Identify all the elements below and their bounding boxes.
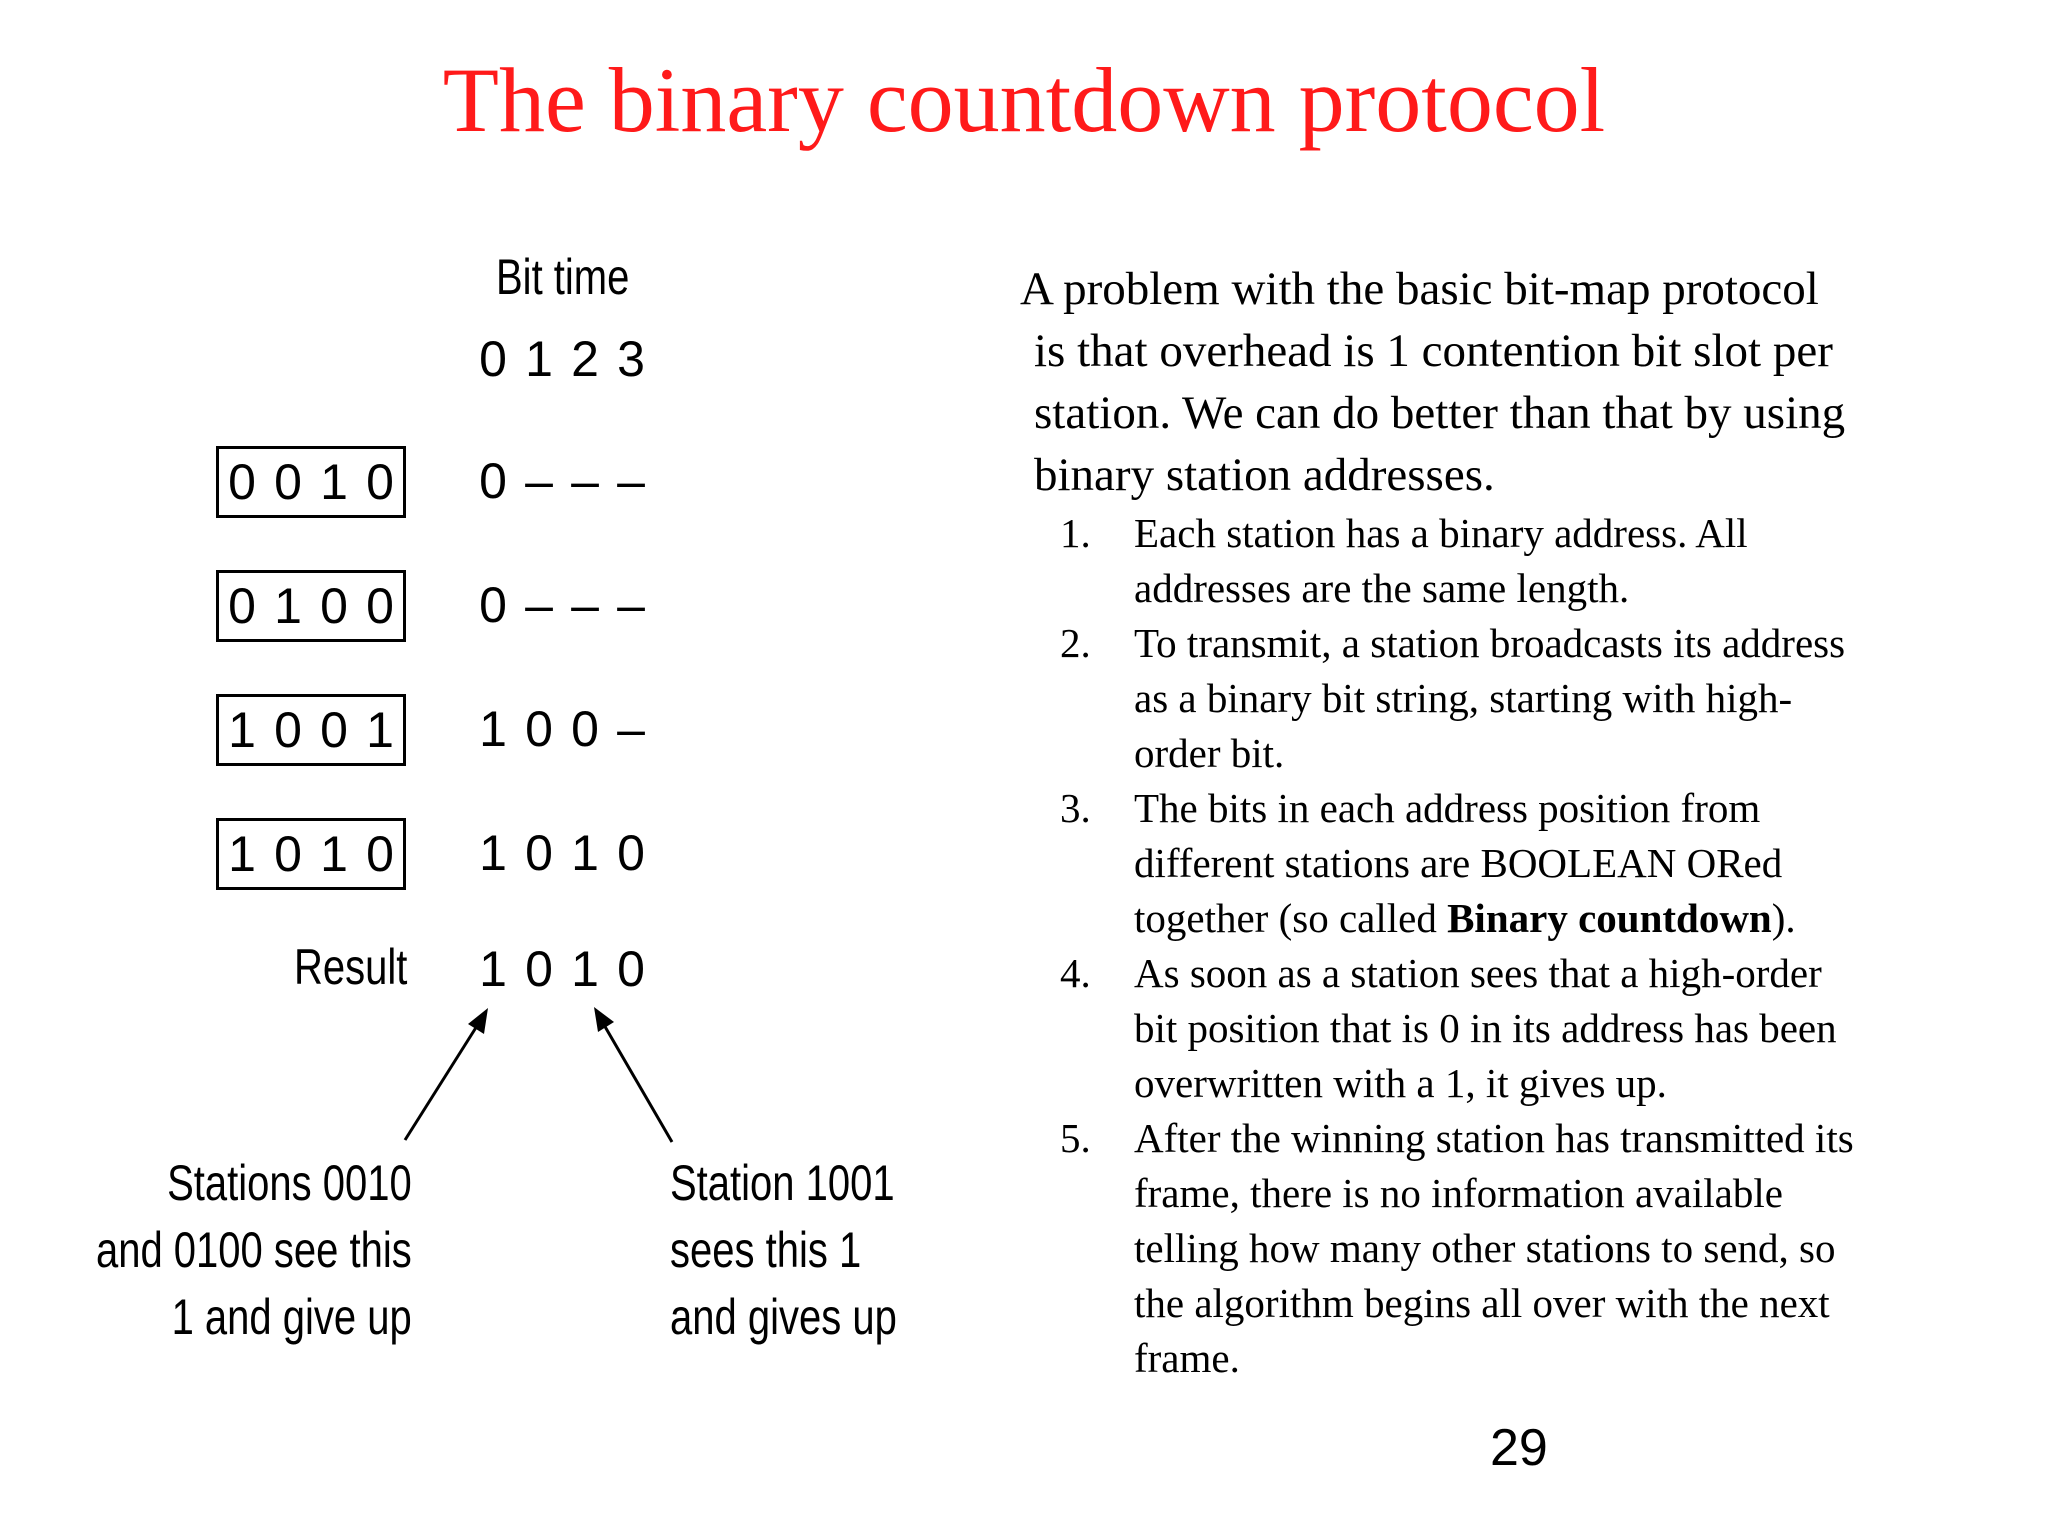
address-bit: 0: [274, 702, 302, 758]
caption-line: Station 1001: [670, 1155, 895, 1211]
arrow-right: [594, 1007, 672, 1142]
list-item: [1020, 781, 1970, 946]
result-bits: [470, 940, 654, 998]
result-bit: 0: [525, 941, 553, 997]
list-line-text: ).: [1771, 895, 1796, 941]
list-number: 2.: [1060, 620, 1091, 666]
list-line: After the winning station has transmitted its: [1134, 1115, 1854, 1161]
caption-line: 1 and give up: [171, 1289, 412, 1345]
intro-line: binary station addresses.: [1034, 449, 1495, 501]
address-bit: 0: [228, 578, 256, 634]
list-line: Each station has a binary address. All: [1134, 510, 1748, 556]
address-bit: 0: [366, 578, 394, 634]
transmitted-bit: –: [617, 453, 645, 509]
transmitted-bit: 1: [479, 825, 507, 881]
transmitted-bit: 0: [617, 825, 645, 881]
list-item: [1020, 506, 1970, 616]
transmitted-bit: 0: [479, 453, 507, 509]
station-transmitted-bits: [470, 576, 654, 634]
station-transmitted-bits: [470, 824, 654, 882]
transmitted-bit: –: [617, 701, 645, 757]
transmitted-bit: –: [525, 577, 553, 633]
transmitted-bit: 1: [571, 825, 599, 881]
address-bit: 1: [366, 702, 394, 758]
intro-line: is that overhead is 1 contention bit slot per: [1034, 325, 1833, 377]
list-line: frame.: [1134, 1335, 1240, 1381]
list-line: as a binary bit string, starting with high-: [1134, 675, 1793, 721]
station-address-box: [216, 694, 406, 766]
bold-term: Binary countdown: [1447, 895, 1772, 941]
result-bit: 1: [479, 941, 507, 997]
list-item: [1020, 946, 1970, 1111]
list-line: order bit.: [1134, 730, 1285, 776]
station-address: [219, 577, 403, 635]
transmitted-bit: –: [571, 577, 599, 633]
address-bit: 1: [320, 826, 348, 882]
list-number: 4.: [1060, 950, 1091, 996]
bit-time-tick: 3: [617, 331, 645, 387]
transmitted-bit: –: [525, 453, 553, 509]
list-line: [1134, 891, 1970, 946]
explanation-text: [1020, 258, 1970, 1386]
address-bit: 1: [274, 578, 302, 634]
station-address: [219, 701, 403, 759]
caption-left: [0, 1150, 412, 1351]
transmitted-bit: 0: [571, 701, 599, 757]
station-transmitted-bits: [470, 700, 654, 758]
intro-line: A problem with the basic bit-map protocol: [1020, 263, 1819, 315]
address-bit: 0: [274, 454, 302, 510]
bit-time-tick: 2: [571, 331, 599, 387]
arrow-left: [405, 1008, 488, 1140]
caption-line: sees this 1: [670, 1222, 862, 1278]
bit-time-ticks: [470, 330, 654, 388]
address-bit: 0: [366, 454, 394, 510]
list-line: addresses are the same length.: [1134, 565, 1630, 611]
address-bit: 0: [320, 702, 348, 758]
result-bit: 1: [571, 941, 599, 997]
list-line: The bits in each address position from: [1134, 785, 1761, 831]
address-bit: 0: [274, 826, 302, 882]
list-line: overwritten with a 1, it gives up.: [1134, 1060, 1667, 1106]
station-transmitted-bits: [470, 452, 654, 510]
transmitted-bit: –: [571, 453, 599, 509]
bit-time-tick: 1: [525, 331, 553, 387]
list-line-text: together (so called: [1134, 895, 1448, 941]
list-item: [1020, 1111, 1970, 1386]
list-line: the algorithm begins all over with the next: [1134, 1280, 1830, 1326]
station-address-box: [216, 446, 406, 518]
list-line: different stations are BOOLEAN ORed: [1134, 840, 1783, 886]
transmitted-bit: 0: [525, 825, 553, 881]
bit-time-tick: 0: [479, 331, 507, 387]
caption-line: and 0100 see this: [96, 1222, 412, 1278]
numbered-list: [1020, 506, 1970, 1386]
bit-time-label: Bit time: [496, 249, 630, 305]
station-address-box: [216, 818, 406, 890]
transmitted-bit: 0: [525, 701, 553, 757]
list-number: 3.: [1060, 785, 1091, 831]
list-item: [1020, 616, 1970, 781]
page-number: 29: [1490, 1419, 1548, 1477]
address-bit: 1: [228, 702, 256, 758]
address-bit: 0: [320, 578, 348, 634]
address-bit: 1: [228, 826, 256, 882]
caption-line: Stations 0010: [167, 1155, 412, 1211]
caption-line: and gives up: [670, 1289, 897, 1345]
address-bit: 1: [320, 454, 348, 510]
list-line: frame, there is no information available: [1134, 1170, 1783, 1216]
list-line: telling how many other stations to send, so: [1134, 1225, 1836, 1271]
caption-right: [670, 1150, 954, 1351]
transmitted-bit: 0: [479, 577, 507, 633]
result-bit: 0: [617, 941, 645, 997]
station-address-box: [216, 570, 406, 642]
slide-title: The binary countdown protocol: [442, 49, 1606, 151]
binary-countdown-diagram: [0, 0, 1000, 1536]
list-number: 5.: [1060, 1115, 1091, 1161]
intro-line: station. We can do better than that by using: [1034, 387, 1846, 439]
result-label: Result: [294, 939, 408, 995]
station-address: [219, 453, 403, 511]
list-line: As soon as a station sees that a high-order: [1134, 950, 1822, 996]
intro-paragraph: [1020, 258, 1970, 506]
transmitted-bit: 1: [479, 701, 507, 757]
address-bit: 0: [366, 826, 394, 882]
address-bit: 0: [228, 454, 256, 510]
list-line: bit position that is 0 in its address has been: [1134, 1005, 1837, 1051]
list-line: To transmit, a station broadcasts its address: [1134, 620, 1846, 666]
station-address: [219, 825, 403, 883]
list-number: 1.: [1060, 510, 1091, 556]
transmitted-bit: –: [617, 577, 645, 633]
